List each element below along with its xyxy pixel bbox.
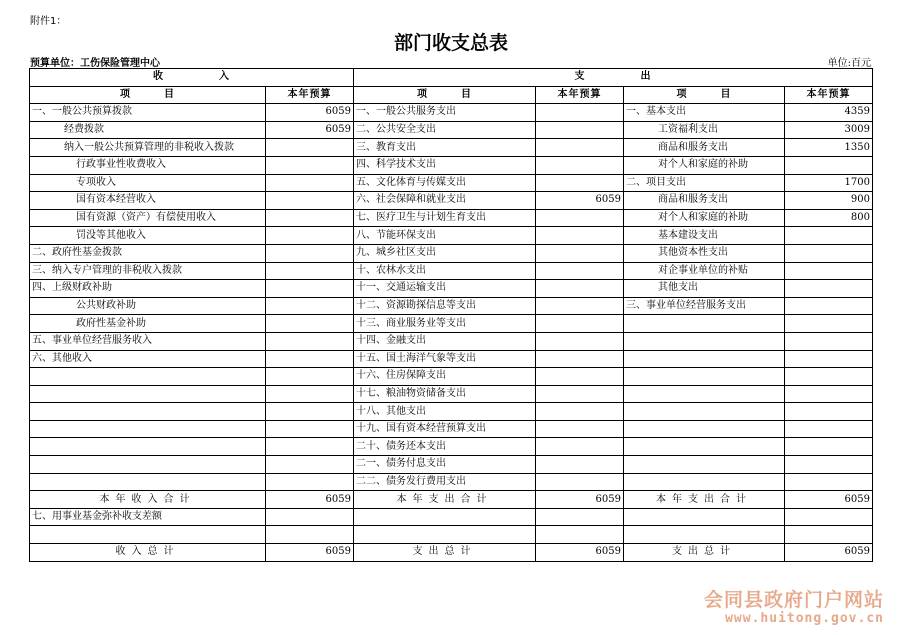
empty-cell	[536, 508, 624, 526]
income-budget-header: 本年预算	[266, 86, 354, 104]
expense-item-cell: 十九、国有资本经营预算支出	[354, 420, 536, 438]
expense-item-cell: 十一、交通运输支出	[354, 280, 536, 298]
expense-item-cell: 十五、国土海洋气象等支出	[354, 350, 536, 368]
income-item-cell: 经费拨款	[30, 121, 266, 139]
income-item-cell: 罚没等其他收入	[30, 227, 266, 245]
expense-budget-cell: 6059	[536, 192, 624, 210]
economic-item-cell: 二、项目支出	[624, 174, 785, 192]
income-budget-cell	[266, 244, 354, 262]
income-item-cell	[30, 368, 266, 386]
income-grand-total-value: 6059	[266, 544, 354, 562]
economic-budget-cell	[785, 262, 873, 280]
table-row	[30, 192, 873, 210]
economic-year-total-value: 6059	[785, 491, 873, 509]
special-fund-row	[30, 508, 873, 526]
expense-section-header: 支 出	[354, 69, 873, 87]
expense-item-cell: 二十、债务还本支出	[354, 438, 536, 456]
expense-budget-cell	[536, 244, 624, 262]
expense-grand-total-label: 支出总计	[354, 544, 536, 562]
income-budget-cell	[266, 403, 354, 421]
table-row	[30, 350, 873, 368]
table-row	[30, 438, 873, 456]
economic-budget-cell	[785, 332, 873, 350]
expense-item-cell: 七、医疗卫生与计划生育支出	[354, 209, 536, 227]
table-row	[30, 174, 873, 192]
income-item-cell: 三、纳入专户管理的非税收入拨款	[30, 262, 266, 280]
table-row	[30, 473, 873, 491]
economic-budget-header: 本年预算	[785, 86, 873, 104]
income-grand-total-label: 收入总计	[30, 544, 266, 562]
economic-item-cell	[624, 420, 785, 438]
economic-item-cell	[624, 385, 785, 403]
economic-item-cell	[624, 350, 785, 368]
economic-item-cell: 对个人和家庭的补助	[624, 209, 785, 227]
expense-item-cell: 十、农林水支出	[354, 262, 536, 280]
income-budget-cell	[266, 350, 354, 368]
table-row	[30, 209, 873, 227]
income-item-cell	[30, 385, 266, 403]
economic-budget-cell	[785, 156, 873, 174]
income-budget-cell	[266, 262, 354, 280]
economic-budget-cell	[785, 420, 873, 438]
expense-year-total-label: 本年支出合计	[354, 491, 536, 509]
table-row	[30, 368, 873, 386]
income-item-cell: 一、一般公共预算拨款	[30, 104, 266, 122]
expense-item-cell: 二二、债务发行费用支出	[354, 473, 536, 491]
empty-cell	[354, 526, 536, 544]
economic-budget-cell	[785, 350, 873, 368]
income-item-cell: 专项收入	[30, 174, 266, 192]
expense-budget-cell	[536, 262, 624, 280]
economic-budget-cell	[785, 385, 873, 403]
income-budget-cell	[266, 192, 354, 210]
table-row	[30, 227, 873, 245]
economic-budget-cell	[785, 368, 873, 386]
economic-budget-cell: 4359	[785, 104, 873, 122]
expense-budget-cell	[536, 156, 624, 174]
expense-budget-cell	[536, 139, 624, 157]
table-row	[30, 403, 873, 421]
income-budget-cell	[266, 420, 354, 438]
income-year-total-value: 6059	[266, 491, 354, 509]
expense-budget-cell	[536, 438, 624, 456]
empty-cell	[536, 526, 624, 544]
economic-item-header: 项 目	[624, 86, 785, 104]
income-item-cell: 国有资源（资产）有偿使用收入	[30, 209, 266, 227]
table-row	[30, 456, 873, 474]
income-budget-cell	[266, 473, 354, 491]
currency-unit-label: 单位:百元	[827, 58, 871, 69]
economic-budget-cell	[785, 473, 873, 491]
economic-budget-cell	[785, 227, 873, 245]
table-row	[30, 297, 873, 315]
economic-budget-cell: 900	[785, 192, 873, 210]
expense-item-cell: 九、城乡社区支出	[354, 244, 536, 262]
economic-budget-cell: 1350	[785, 139, 873, 157]
income-budget-cell	[266, 456, 354, 474]
table-row	[30, 315, 873, 333]
expense-budget-cell	[536, 456, 624, 474]
expense-budget-cell	[536, 473, 624, 491]
table-row	[30, 104, 873, 122]
income-item-cell: 公共财政补助	[30, 297, 266, 315]
income-item-cell: 二、政府性基金拨款	[30, 244, 266, 262]
expense-budget-cell	[536, 297, 624, 315]
income-budget-cell: 6059	[266, 121, 354, 139]
economic-item-cell	[624, 456, 785, 474]
expense-item-header: 项 目	[354, 86, 536, 104]
income-budget-cell	[266, 227, 354, 245]
economic-item-cell: 工资福利支出	[624, 121, 785, 139]
economic-budget-cell	[785, 315, 873, 333]
economic-item-cell	[624, 438, 785, 456]
economic-item-cell	[624, 403, 785, 421]
income-budget-cell	[266, 438, 354, 456]
expense-budget-cell	[536, 121, 624, 139]
table-row	[30, 262, 873, 280]
year-total-row	[30, 491, 873, 509]
economic-grand-total-label: 支出总计	[624, 544, 785, 562]
expense-budget-header: 本年预算	[536, 86, 624, 104]
income-section-header: 收 入	[30, 69, 354, 87]
expense-budget-cell	[536, 280, 624, 298]
expense-item-cell: 三、教育支出	[354, 139, 536, 157]
expense-item-cell: 八、节能环保支出	[354, 227, 536, 245]
table-row	[30, 420, 873, 438]
table-body	[30, 104, 873, 561]
page-title: 部门收支总表	[393, 32, 508, 54]
income-budget-cell	[266, 368, 354, 386]
income-year-total-label: 本年收入合计	[30, 491, 266, 509]
table-row	[30, 280, 873, 298]
empty-cell	[624, 526, 785, 544]
expense-item-cell: 十四、金融支出	[354, 332, 536, 350]
economic-budget-cell	[785, 403, 873, 421]
economic-item-cell: 一、基本支出	[624, 104, 785, 122]
special-fund-value	[266, 508, 354, 526]
expense-budget-cell	[536, 350, 624, 368]
income-budget-cell	[266, 315, 354, 333]
income-item-cell	[30, 403, 266, 421]
expense-item-cell: 十六、住房保障支出	[354, 368, 536, 386]
income-budget-cell	[266, 139, 354, 157]
expense-item-cell: 四、科学技术支出	[354, 156, 536, 174]
expense-budget-cell	[536, 209, 624, 227]
economic-budget-cell	[785, 438, 873, 456]
grand-total-row	[30, 544, 873, 562]
economic-budget-cell: 1700	[785, 174, 873, 192]
table-row	[30, 121, 873, 139]
expense-item-cell: 十三、商业服务业等支出	[354, 315, 536, 333]
economic-budget-cell	[785, 280, 873, 298]
economic-item-cell: 对个人和家庭的补助	[624, 156, 785, 174]
site-watermark-name: 会同县政府门户网站	[703, 589, 884, 611]
economic-grand-total-value: 6059	[785, 544, 873, 562]
economic-item-cell: 基本建设支出	[624, 227, 785, 245]
expense-budget-cell	[536, 315, 624, 333]
income-budget-cell	[266, 332, 354, 350]
expense-item-cell: 十八、其他支出	[354, 403, 536, 421]
expense-budget-cell	[536, 385, 624, 403]
blank-row	[30, 526, 873, 544]
economic-budget-cell	[785, 456, 873, 474]
economic-item-cell: 对企事业单位的补贴	[624, 262, 785, 280]
economic-item-cell: 其他支出	[624, 280, 785, 298]
income-budget-cell	[266, 297, 354, 315]
expense-item-cell: 六、社会保障和就业支出	[354, 192, 536, 210]
income-item-cell: 政府性基金补助	[30, 315, 266, 333]
expense-item-cell: 五、文化体育与传媒支出	[354, 174, 536, 192]
income-budget-cell: 6059	[266, 104, 354, 122]
empty-cell	[30, 526, 266, 544]
economic-item-cell	[624, 315, 785, 333]
budget-summary-table	[29, 68, 873, 562]
empty-cell	[624, 508, 785, 526]
expense-budget-cell	[536, 227, 624, 245]
income-item-cell	[30, 438, 266, 456]
expense-budget-cell	[536, 332, 624, 350]
expense-item-cell: 十七、粮油物资储备支出	[354, 385, 536, 403]
section-header-row	[30, 69, 873, 87]
economic-item-cell	[624, 368, 785, 386]
income-item-header: 项 目	[30, 86, 266, 104]
expense-item-cell: 十二、资源勘探信息等支出	[354, 297, 536, 315]
economic-item-cell: 商品和服务支出	[624, 139, 785, 157]
attachment-label: 附件1：	[30, 16, 67, 27]
table-row	[30, 139, 873, 157]
economic-budget-cell	[785, 297, 873, 315]
income-item-cell: 四、上级财政补助	[30, 280, 266, 298]
expense-grand-total-value: 6059	[536, 544, 624, 562]
table-row	[30, 244, 873, 262]
expense-item-cell: 二一、债务付息支出	[354, 456, 536, 474]
budget-unit-label: 预算单位：工伤保险管理中心	[30, 58, 160, 69]
expense-item-cell: 二、公共安全支出	[354, 121, 536, 139]
expense-item-cell: 一、一般公共服务支出	[354, 104, 536, 122]
economic-item-cell: 其他资本性支出	[624, 244, 785, 262]
income-item-cell: 五、事业单位经营服务收入	[30, 332, 266, 350]
table-row	[30, 156, 873, 174]
income-budget-cell	[266, 280, 354, 298]
table-row	[30, 385, 873, 403]
income-budget-cell	[266, 174, 354, 192]
site-watermark-url: www.huitong.gov.cn	[725, 611, 884, 626]
empty-cell	[785, 508, 873, 526]
expense-budget-cell	[536, 368, 624, 386]
economic-item-cell: 三、事业单位经营服务支出	[624, 297, 785, 315]
empty-cell	[266, 526, 354, 544]
special-fund-label: 七、用事业基金弥补收支差额	[30, 508, 266, 526]
expense-budget-cell	[536, 174, 624, 192]
economic-year-total-label: 本年支出合计	[624, 491, 785, 509]
income-budget-cell	[266, 156, 354, 174]
economic-budget-cell	[785, 244, 873, 262]
expense-year-total-value: 6059	[536, 491, 624, 509]
income-item-cell: 六、其他收入	[30, 350, 266, 368]
economic-item-cell	[624, 332, 785, 350]
economic-item-cell: 商品和服务支出	[624, 192, 785, 210]
expense-budget-cell	[536, 104, 624, 122]
table-row	[30, 332, 873, 350]
income-item-cell: 行政事业性收费收入	[30, 156, 266, 174]
income-budget-cell	[266, 385, 354, 403]
empty-cell	[785, 526, 873, 544]
economic-item-cell	[624, 473, 785, 491]
income-item-cell	[30, 473, 266, 491]
income-budget-cell	[266, 209, 354, 227]
economic-budget-cell: 3009	[785, 121, 873, 139]
income-item-cell: 纳入一般公共预算管理的非税收入拨款	[30, 139, 266, 157]
empty-cell	[354, 508, 536, 526]
income-item-cell: 国有资本经营收入	[30, 192, 266, 210]
expense-budget-cell	[536, 403, 624, 421]
economic-budget-cell: 800	[785, 209, 873, 227]
expense-budget-cell	[536, 420, 624, 438]
income-item-cell	[30, 420, 266, 438]
column-header-row	[30, 86, 873, 104]
income-item-cell	[30, 456, 266, 474]
